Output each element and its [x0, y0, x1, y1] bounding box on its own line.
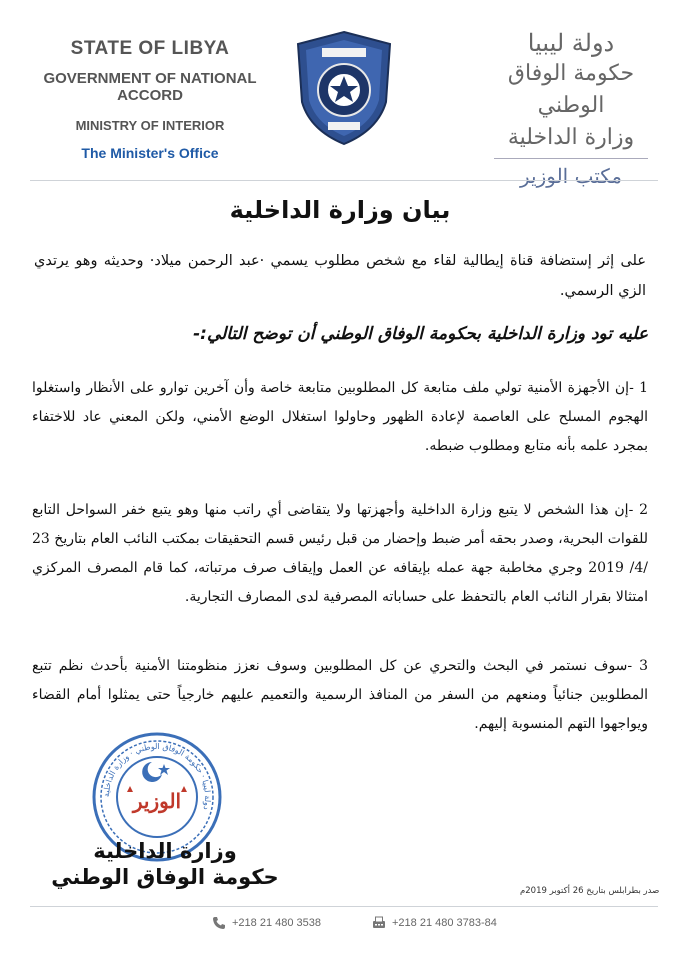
government-name-en: GOVERNMENT OF NATIONAL ACCORD — [43, 70, 257, 104]
footer-fax-number: +218 21 480 3783-84 — [392, 917, 497, 929]
statement-paragraph-1: 1 -إن الأجهزة الأمنية تولي ملف متابعة كل المطلوبين متابعة خاصة وأن آخرين توارو على الأنظار واستغلوا الهجوم المسلح على العاصمة لإعادة الظهور وحاولوا استغلال الوضع الأمني، ولكن المعني عاد للاختفاء بمجرد علمه بأنه متابع ومطلوب ضبطه. — [32, 380, 648, 454]
issue-date: صدر بطرابلس بتاريخ 26 أكتوبر 2019م — [520, 886, 660, 896]
ministry-name-ar: وزارة الداخلية — [507, 125, 635, 150]
footer-contacts — [0, 912, 680, 936]
signature-block — [40, 838, 290, 890]
office-name-ar: مكتب الوزير — [494, 158, 648, 193]
state-name-en: STATE OF LIBYA — [70, 38, 230, 59]
statement-subtitle: عليه تود وزارة الداخلية بحكومة الوفاق الوطني أن توضح التالي:- — [193, 324, 648, 344]
statement-paragraph-3: 3 -سوف نستمر في البحث والتحري عن كل المطلوبين وسوف نعزز منظومتنا الأمنية بأحدث نظم تتبع المطلوبين جنائياً ومنعهم من السفر من المنافذ الرسمية والتعميم عليهم خارجياً حتى يمثلوا أمام القضاء ويواجهوا التهم المنسوبة إليهم. — [32, 658, 649, 732]
footer-phone-number: +218 21 480 3538 — [232, 917, 322, 929]
footer-phone — [212, 916, 321, 930]
fax-icon — [372, 916, 386, 930]
footer-divider — [30, 906, 658, 907]
office-name-en: The Minister's Office — [81, 145, 219, 161]
statement-intro: على إثر إستضافة قناة إيطالية لقاء مع شخص مطلوب يسمي ·عبد الرحمن ميلاد· وحديثه وهو يرتدي الزي الرسمي. — [34, 253, 646, 299]
government-name-ar: حكومة الوفاق الوطني — [507, 61, 635, 118]
header-divider — [30, 180, 658, 181]
statement-paragraph-2: 2 -إن هذا الشخص لا يتبع وزارة الداخلية وأجهزتها ولا يتقاضى أي راتب منها وهو يتبع خفر السواحل التابع للقوات البحرية، وصدر بحقه أمر ضبط وإحضار من قبل رئيس قسم التحقيقات بمكتب النائب العام بتاريخ 23 /4/ 2019 وجري مخاطبة جهة عمله بإيقافه عن العمل وإيقاف صرف مرتباته، كما قام المصرف المركزي امتثالا بقرار النائب العام بالتحفظ على حساباته المصرفية لدى المصارف التجارية. — [32, 502, 648, 605]
ministry-emblem-icon — [292, 30, 396, 146]
signature-ministry: وزارة الداخلية — [93, 839, 237, 863]
signature-government: حكومة الوفاق الوطني — [51, 865, 279, 889]
phone-icon — [212, 916, 226, 930]
ministry-name-en: MINISTRY OF INTERIOR — [75, 118, 225, 133]
footer-fax — [372, 916, 497, 930]
letterhead-arabic — [476, 28, 666, 193]
letterhead-english — [30, 38, 270, 161]
stamp-minister-text: الوزير — [132, 789, 182, 813]
stamp-ring-text: دولة ليبيا · حكومة الوفاق الوطني · وزارة الداخلية — [101, 741, 213, 811]
statement-title: بيان وزارة الداخلية — [229, 196, 451, 224]
state-name-ar: دولة ليبيا — [527, 29, 615, 57]
